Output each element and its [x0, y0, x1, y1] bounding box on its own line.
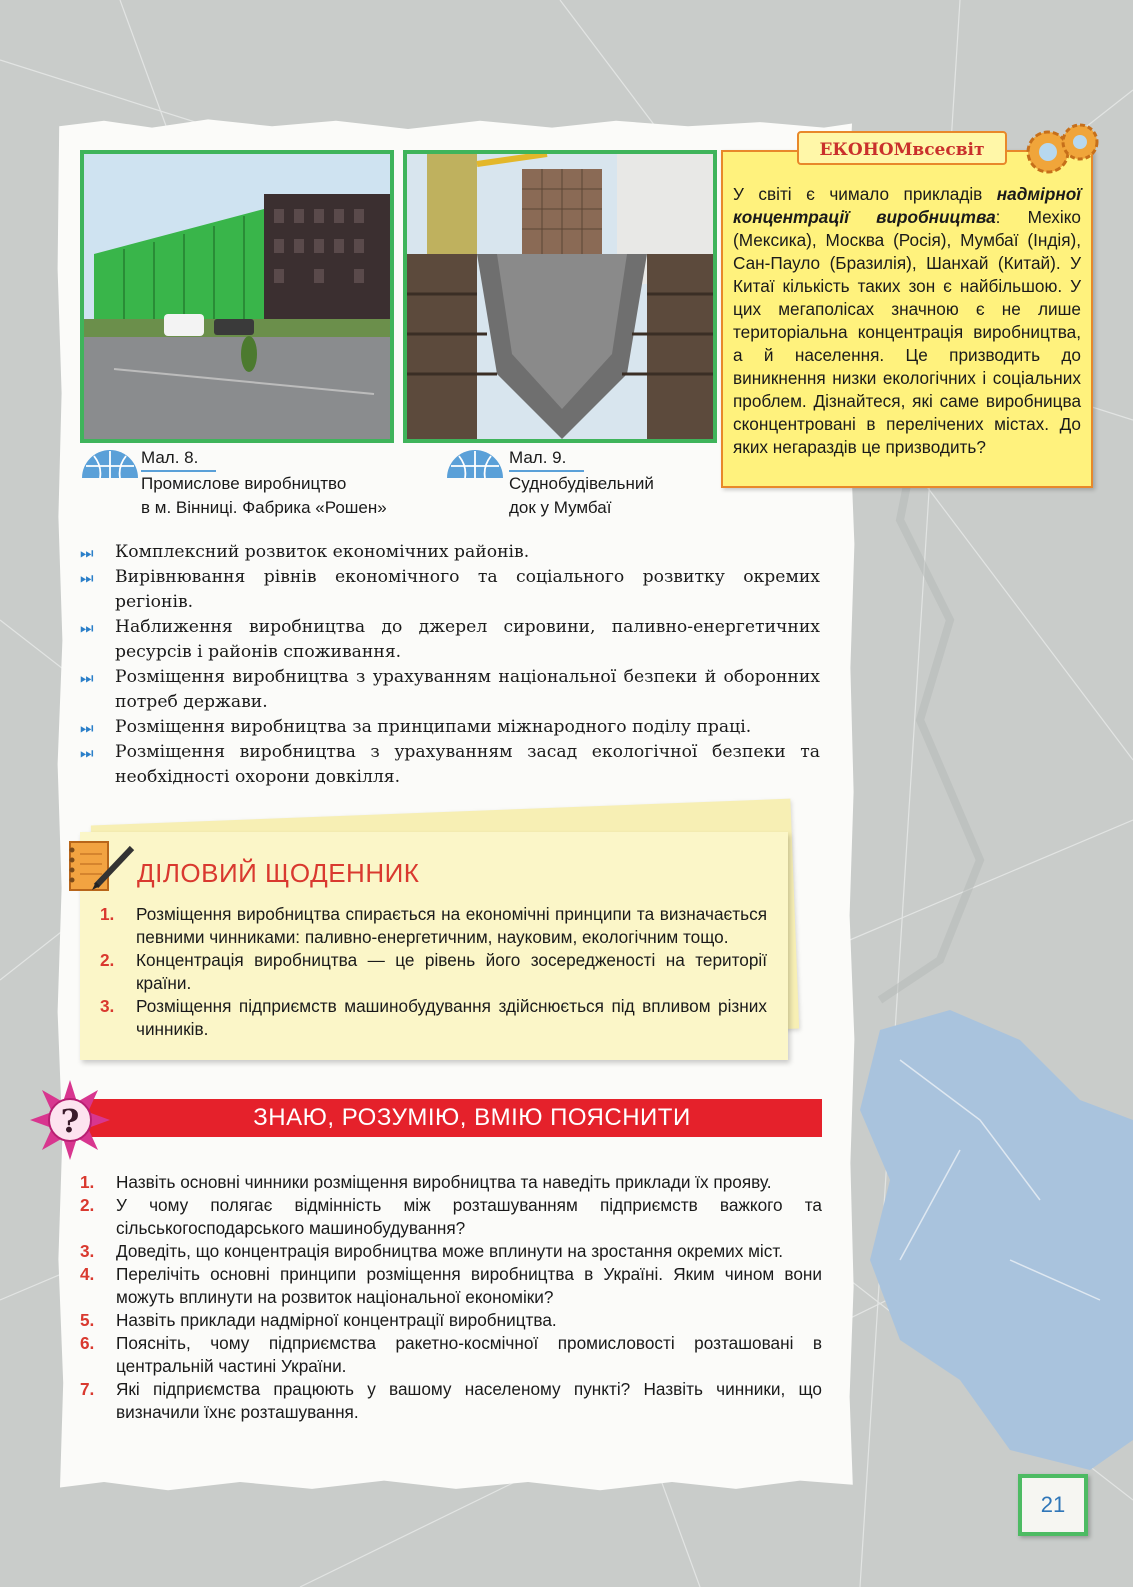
sidebar-text-bold: надмірної концентрації виробництва [733, 184, 1081, 227]
list-item: ⏭ Комплексний розвиток економічних районів. [80, 540, 820, 565]
list-item: 1. Розміщення виробництва спирається на економічні принципи та визначається певними чинниками: паливно-енергетичним, науковим, екологічним тощо. [100, 904, 767, 947]
sidebar-text-intro: У світі є чимало прикладів [733, 184, 997, 204]
list-item: ⏭ Розміщення виробництва з урахуванням національної безпеки й оборонних потреб держави. [80, 667, 820, 712]
list-item: 2. Концентрація виробництва — це рівень його зосередженості на території країни. [100, 950, 767, 993]
fast-forward-icon: ⏭ [80, 569, 94, 587]
list-item: 3. Розміщення підприємств машинобудування здійснюється під впливом різних чинників. [100, 996, 767, 1039]
figure-8-number: Мал. 8. [141, 446, 216, 472]
figure-9-number: Мал. 9. [509, 446, 584, 472]
principles-list [80, 540, 820, 790]
questions-header: ЗНАЮ, РОЗУМІЮ, ВМІЮ ПОЯСНИТИ [82, 1099, 822, 1137]
list-item: 1. Назвіть основні чинники розміщення виробництва та наведіть приклади їх прояву. [80, 1172, 772, 1192]
fast-forward-icon: ⏭ [80, 744, 94, 762]
notebook-pen-icon [66, 838, 138, 894]
list-item: 2. У чому полягає відмінність між розташуванням підприємств важкого та сільськогосподарського машинобудування? [80, 1195, 822, 1238]
globe-icon [445, 448, 505, 478]
fast-forward-icon: ⏭ [80, 619, 94, 637]
figure-9-caption-line2: док у Мумбаї [509, 498, 612, 517]
fast-forward-icon: ⏭ [80, 669, 94, 687]
figure-8-caption-line2: в м. Вінниці. Фабрика «Рошен» [141, 498, 387, 517]
figure-8-caption-line1: Промислове виробництво [141, 474, 347, 493]
economy-sidebar-text [733, 183, 1081, 459]
list-item: ⏭ Розміщення виробництва за принципами міжнародного поділу праці. [80, 715, 820, 740]
list-item: ⏭ Наближення виробництва до джерел сировини, паливно-енергетичних ресурсів і районів споживання. [80, 617, 820, 662]
diary-list [100, 903, 767, 1041]
figure-9-caption [509, 446, 719, 520]
list-item: ⏭ Розміщення виробництва з урахуванням засад екологічної безпеки та необхідності охорони довкілля. [80, 742, 820, 787]
fast-forward-icon: ⏭ [80, 544, 94, 562]
list-item: 7. Які підприємства працюють у вашому населеному пункті? Назвіть чинники, що визначили їхнє розташування. [80, 1379, 822, 1422]
list-item: 6. Поясніть, чому підприємства ракетно-космічної промисловості розташовані в центральній частині України. [80, 1333, 822, 1376]
figure-8-caption [141, 446, 441, 520]
list-item: 3. Доведіть, що концентрація виробництва може вплинути на зростання окремих міст. [80, 1241, 784, 1261]
economy-sidebar-title: ЕКОНОМвсесвіт [797, 131, 1007, 165]
list-item: ⏭ Вирівнювання рівнів економічного та соціального розвитку окремих регіонів. [80, 567, 820, 612]
page-number-box [1018, 1474, 1088, 1536]
sidebar-text-rest: : Мехіко (Мексика), Москва (Росія), Мумбаї (Індія), Сан-Пауло (Бразилія), Шанхай (Китай). У Китаї кількість таких зон є найбільшою. У цих мегаполісах значною є не лише територіальна концентрація виробництва, а й населення. Це призводить до виникнення низки екологічних і соціальних проблем. Дізнайтеся, які саме виробницва сконцентровані в перелічених містах. До яких негараздів це призводить? [733, 207, 1081, 457]
globe-icon [80, 448, 140, 478]
svg-text:?: ? [60, 1102, 80, 1140]
questions-list [80, 1171, 822, 1424]
fast-forward-icon: ⏭ [80, 719, 94, 737]
question-mark-icon [30, 1080, 110, 1160]
gears-icon [1020, 118, 1102, 178]
diary-title: ДІЛОВИЙ ЩОДЕННИК [137, 858, 420, 888]
figure-9-caption-line1: Суднобудівельний [509, 474, 654, 493]
list-item: 5. Назвіть приклади надмірної концентрації виробництва. [80, 1310, 557, 1330]
figure-9-photo [403, 150, 717, 443]
figure-8-photo [80, 150, 394, 443]
list-item: 4. Перелічіть основні принципи розміщення виробництва в Україні. Яким чином вони можуть вплинути на розвиток національної економіки? [80, 1264, 822, 1307]
page-number: 21 [1040, 1492, 1066, 1517]
